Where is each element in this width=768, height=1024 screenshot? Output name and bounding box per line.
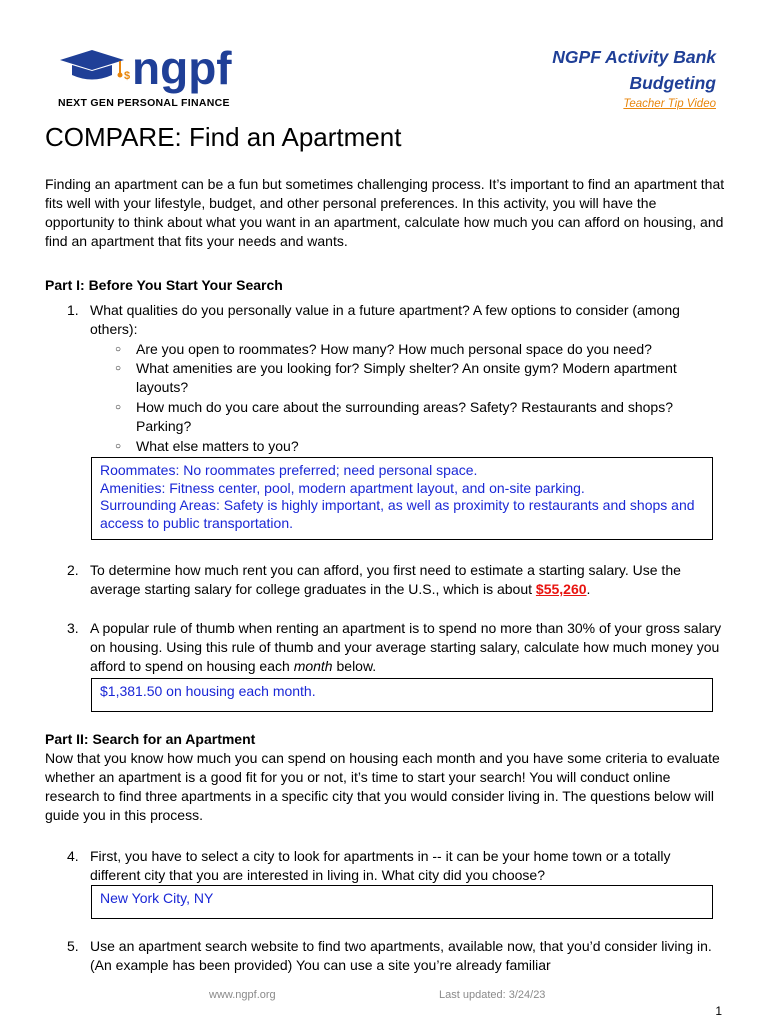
answer-box-q1[interactable] [91, 457, 713, 540]
question-4 [67, 847, 724, 885]
logo-tagline: NEXT GEN PERSONAL FINANCE [58, 97, 230, 109]
answer-amenities: Amenities: Fitness center, pool, modern apartment layout, and on-site parking. [100, 479, 585, 496]
page-title: COMPARE: Find an Apartment [45, 122, 402, 152]
answer-roommates: Roommates: No roommates preferred; need personal space. [100, 462, 478, 478]
bullet-circle-icon: ○ [115, 363, 122, 374]
answer-box-q4[interactable] [91, 885, 713, 919]
bullet-circle-icon: ○ [115, 402, 122, 413]
header-activity-bank: NGPF Activity Bank [552, 47, 716, 67]
footer-site[interactable]: www.ngpf.org [209, 989, 276, 1001]
question-number: 2. [67, 562, 79, 578]
answer-city: New York City, NY [100, 890, 214, 906]
svg-text:$: $ [124, 70, 131, 82]
graduation-cap-icon [58, 42, 258, 102]
list-item [115, 340, 705, 359]
part2-intro: Now that you know how much you can spend on housing each month and you have some criteria to evaluate whether an apartment is a good fit for you or not, it’s time to start your search! You will conduct online research to find three apartments in a specific city that you would consider living in. The questions below will guide you in this process. [45, 750, 720, 823]
teacher-tip-video-link[interactable]: Teacher Tip Video [623, 98, 716, 110]
answer-box-q3[interactable] [91, 678, 713, 712]
answer-housing-budget: $1,381.50 on housing each month. [100, 683, 316, 699]
question-text: What qualities do you personally value in a future apartment? A few options to consider (among others): [90, 302, 680, 337]
list-item [115, 437, 705, 456]
bullet-text: What else matters to you? [136, 438, 299, 454]
question-text [90, 561, 724, 599]
header-topic: Budgeting [629, 73, 716, 93]
page-number: 1 [715, 1004, 722, 1018]
question-text-end: . [586, 581, 591, 597]
question-2 [67, 561, 724, 599]
question-text-emphasis: month [293, 658, 333, 674]
question-text-end: below. [332, 658, 377, 674]
list-item [115, 359, 705, 397]
footer-updated: Last updated: 3/24/23 [439, 989, 546, 1001]
salary-value: $55,260 [535, 581, 587, 597]
question-1 [67, 301, 724, 339]
answer-surrounding-areas: Surrounding Areas: Safety is highly important, as well as proximity to restaurants and shops and access to public transportation. [100, 497, 695, 531]
question-text: First, you have to select a city to look for apartments in -- it can be your home town or a totally different city that you are interested in living in. What city did you choose? [90, 848, 671, 883]
part1-heading: Part I: Before You Start Your Search [45, 277, 283, 293]
question-3 [67, 619, 724, 676]
part2-heading: Part II: Search for an Apartment [45, 731, 256, 747]
intro-paragraph: Finding an apartment can be a fun but sometimes challenging process. It’s important to find an apartment that fits well with your lifestyle, budget, and other personal preferences. In this activity, you will have the opportunity to think about what you want in an apartment, calculate how much you can afford on housing, and find an apartment that fits your needs and wants. [45, 176, 725, 249]
question-number: 5. [67, 938, 79, 954]
list-item [115, 398, 705, 436]
question-text-main: A popular rule of thumb when renting an apartment is to spend no more than 30% of your gross salary on housing. Using this rule of thumb and your average starting salary, calculate how much money you afford to spend on housing each [90, 620, 722, 674]
header-block [552, 44, 716, 110]
bullet-text: What amenities are you looking for? Simply shelter? An onsite gym? Modern apartment layouts? [136, 360, 677, 395]
bullet-circle-icon: ○ [115, 441, 122, 452]
question-number: 4. [67, 848, 79, 864]
bullet-text: How much do you care about the surrounding areas? Safety? Restaurants and shops? Parking? [136, 399, 673, 434]
bullet-circle-icon: ○ [115, 344, 122, 355]
question-text-main: To determine how much rent you can afford, you first need to estimate a starting salary. Use the average starting salary for college graduates in the U.S., which is about [90, 562, 681, 597]
question-number: 1. [67, 302, 79, 318]
bullet-text: Are you open to roommates? How many? How much personal space do you need? [136, 341, 652, 357]
question-text [90, 619, 724, 676]
question-5 [67, 937, 724, 975]
question-text: Use an apartment search website to find two apartments, available now, that you’d consider living in. (An example has been provided) You can use a site you’re already familiar [90, 938, 712, 973]
question-number: 3. [67, 620, 79, 636]
logo-wordmark: ngpf [132, 42, 232, 94]
